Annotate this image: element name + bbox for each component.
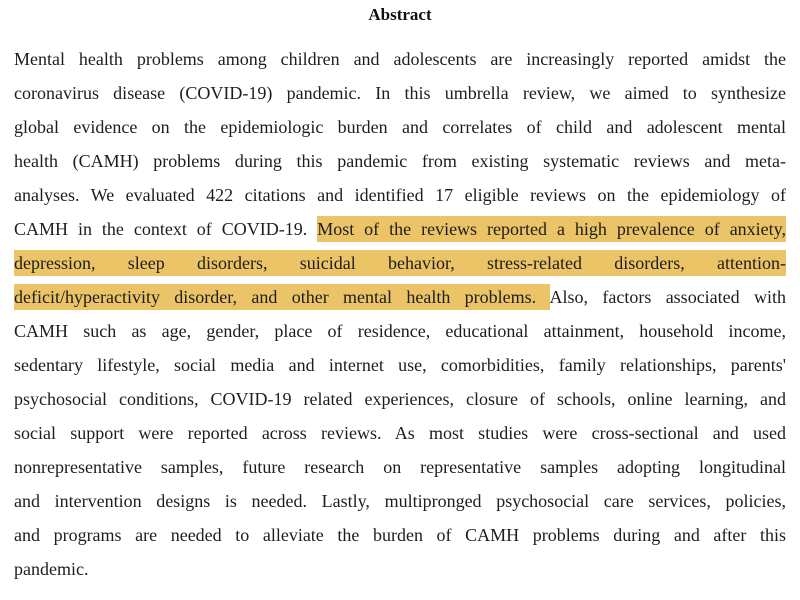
abstract-line <box>14 382 786 416</box>
abstract-line <box>14 314 786 348</box>
abstract-line <box>14 280 786 314</box>
abstract-line <box>14 416 786 450</box>
abstract-line <box>14 348 786 382</box>
text-segment: psychosocial conditions, COVID-19 related experiences, closure of schools, online learning, and <box>14 389 786 409</box>
text-segment: analyses. We evaluated 422 citations and identified 17 eligible reviews on the epidemiology of <box>14 185 786 205</box>
text-segment: and programs are needed to alleviate the burden of CAMH problems during and after this <box>14 525 786 545</box>
text-segment: health (CAMH) problems during this pandemic from existing systematic reviews and meta- <box>14 151 786 171</box>
abstract-line <box>14 552 786 586</box>
text-segment: CAMH such as age, gender, place of residence, educational attainment, household income, <box>14 321 786 341</box>
abstract-line <box>14 450 786 484</box>
text-segment: nonrepresentative samples, future research on representative samples adopting longitudinal <box>14 457 786 477</box>
highlighted-text-segment: Most of the reviews reported a high prevalence of anxiety, <box>317 216 786 242</box>
abstract-line <box>14 76 786 110</box>
abstract-line <box>14 110 786 144</box>
abstract-heading: Abstract <box>368 5 432 24</box>
text-segment: Mental health problems among children and adolescents are increasingly reported amidst the <box>14 49 786 69</box>
abstract-line <box>14 484 786 518</box>
abstract-line <box>14 144 786 178</box>
text-segment: coronavirus disease (COVID-19) pandemic. In this umbrella review, we aimed to synthesize <box>14 83 786 103</box>
text-segment: and intervention designs is needed. Lastly, multipronged psychosocial care services, policies, <box>14 491 786 511</box>
abstract-line <box>14 42 786 76</box>
abstract-paragraph <box>14 42 786 586</box>
text-segment: sedentary lifestyle, social media and internet use, comorbidities, family relationships, parents' <box>14 355 786 375</box>
highlighted-text-segment: deficit/hyperactivity disorder, and other mental health problems. <box>14 284 550 310</box>
text-segment: pandemic. <box>14 559 89 579</box>
abstract-line <box>14 246 786 280</box>
text-segment: CAMH in the context of COVID-19. <box>14 219 318 239</box>
abstract-line <box>14 178 786 212</box>
text-segment: Also, factors associated with <box>549 287 787 307</box>
abstract-line <box>14 518 786 552</box>
text-segment: global evidence on the epidemiologic burden and correlates of child and adolescent mental <box>14 117 786 137</box>
abstract-line <box>14 212 786 246</box>
abstract-page <box>0 4 800 586</box>
text-segment: social support were reported across reviews. As most studies were cross-sectional and used <box>14 423 786 443</box>
highlighted-text-segment: depression, sleep disorders, suicidal behavior, stress-related disorders, attention- <box>14 250 786 276</box>
